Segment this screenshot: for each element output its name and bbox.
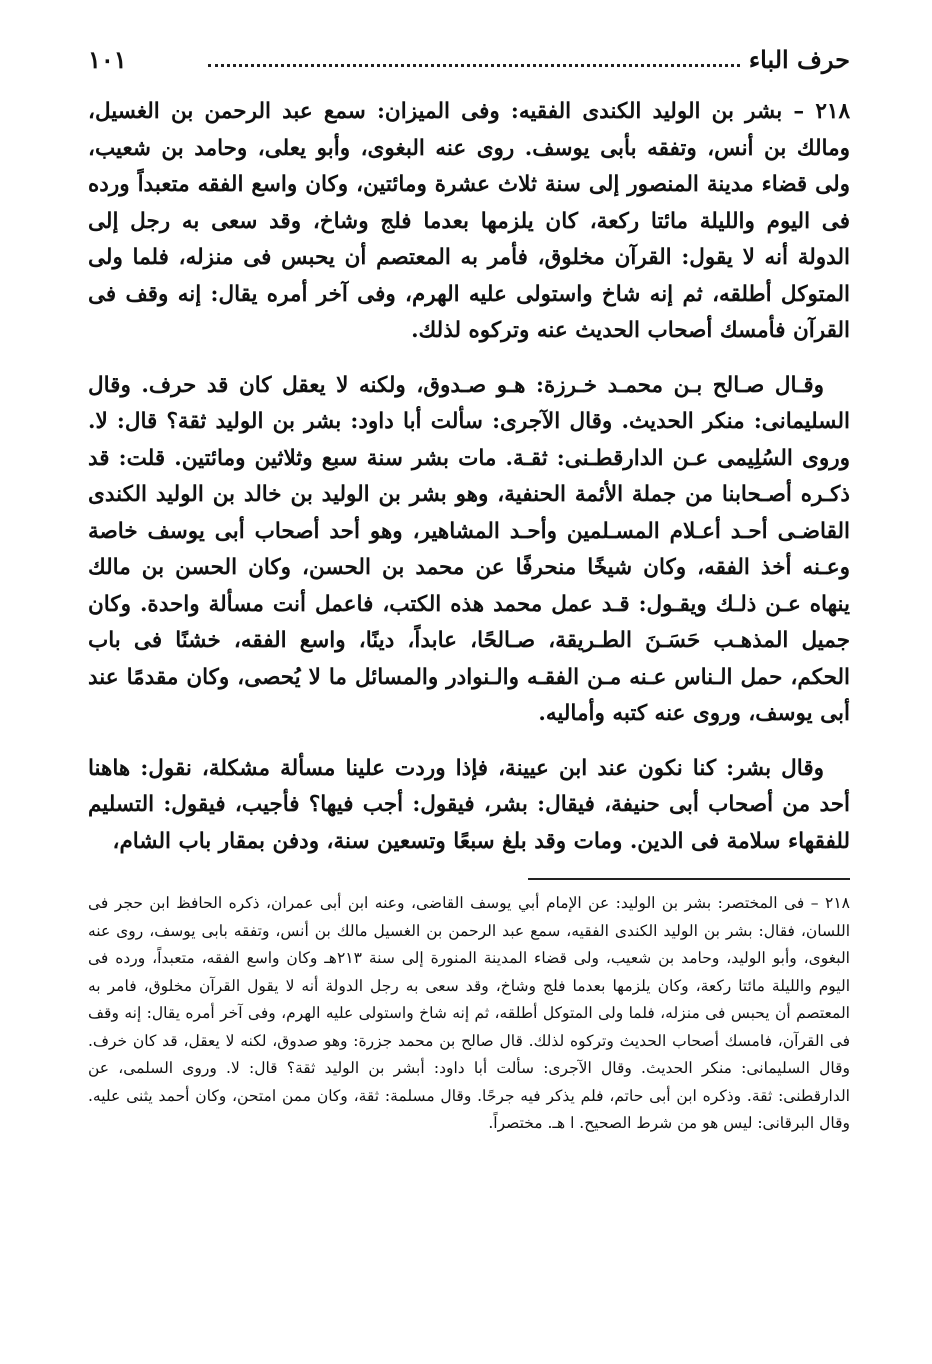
paragraph-entry-218: [88, 94, 850, 350]
entry-number: ٢١٨ –: [793, 99, 850, 124]
footnote-218: ٢١٨ – فى المختصر: بشر بن الوليد: عن الإمام أبي يوسف القاضى، وعنه ابن أبى عمران، ذكره الحافظ ابن حجر فى اللسان، فقال: بشر بن الوليد الكندى الفقيه، سمع عبد الرحمن بن الغسيل مالك بن أنس، وتفقه بابى يوسف، روى عنه البغوى، وأبو الوليد، وحامد بن شعيب، ولى قضاء المدينة المنورة إلى سنة ٢١٣هـ وكان واسع الفقه، متعبداً، ورده فى اليوم والليلة مائتا ركعة، وكان يلزمها بعدما فلج وشاخ، وقد سعى به رجل الدولة أنه لا يقول القرآن مخلوق، فامر به المعتصم أن يحبس فى منزله، فلما ولى المتوكل أطلقه، ثم إنه شاخ واستولى عليه الهرم، وفى آخر أمره يقال: إنه وقف فى القرآن، فامسك أصحاب الحديث وتركوه لذلك. قال صالح بن محمد جزرة: وهو صدوق، لكنه لا يعقل، قد كان خرف. وقال السليمانى: منكر الحديث. وقال الآجرى: سألت أبا داود: أبشر بن الوليد ثقة؟ قال: لا. وروى السلمى، عن الدارقطنى: ثقة. وذكره ابن أبى حاتم، فلم يذكر فيه جرحًا. وقال مسلمة: ثقة، وكان ممن امتحن، وكان أحمد يثنى عليه. وقال البرقانى: ليس هو من شرط الصحيح. ا هـ. مختصراً.: [88, 894, 850, 1132]
running-header: [88, 38, 850, 82]
chapter-title: حرف الباء: [748, 45, 850, 74]
paragraph-2: وقـال صـالح بـن محمـد خـرزة: هـو صـدوق، ولكنه لا يعقل كان قد حرف. وقال السليمانى: منكر الحديث. وقال الآجرى: سألت أبا داود: بشر بن الوليد ثقة؟ قال: لا. وروى السُلِيمى عـن الدارقطـنى: ثقـة. مات بشر سنة سبع وثلاثين ومائتين. قلت: قد ذكـره أصـحابنا من جملة الأئمة الحنفية، وهو بشر بن الوليد بن خالد بن الوليد الكندى القاضـى أحـد أعـلام المسـلمين وأحـد المشاهير، وهو أحد أصحاب أبى يوسف خاصة وعـنه أخذ الفقه، وكان شيخًا منحرفًا عن محمد بن الحسن، وكان الحسن بن مالك ينهاه عـن ذلـك ويقـول: قـد عمل محمد هذه الكتب، فاعمل أنت مسألة واحدة. وكان جميل المذهـب حَسَـنَ الطـريقة، صـالحًا، عابداً، دينًا، واسع الفقه، خشنًا فى باب الحكم، حمل الـناس عـنه مـن الفقـه والـنوادر والمسائل ما لا يُحصى، وكان مقدمًا عند أبى يوسف، وروى عنه كتبه وأماليه.: [88, 372, 850, 726]
header-dotted-leader: [208, 64, 740, 67]
main-text: [88, 94, 850, 860]
footnote-separator: [528, 878, 850, 880]
paragraph-1-text: بشر بن الوليد الكندى الفقيه: وفى الميزان: سمع عبد الرحمن بن الغسيل، ومالك بن أنس، وتفقه بأبى يوسف. روى عنه البغوى، وأبو يعلى، وحامد بن شعيب، ولى قضاء مدينة المنصور إلى سنة ثلاث عشرة ومائتين، وكان واسع الفقه متعبداً ورده فى اليوم والليلة مائتا ركعة، كان يلزمها بعدما فلج وشاخ، وقد سعى به رجل إلى الدولة أنه لا يقول: القرآن مخلوق، فأمر به المعتصم أن يحبس فى منزله، فلما ولى المتوكل أطلقه، ثم إنه شاخ واستولى عليه الهرم، وفى آخر أمره يقال: إنه وقف فى القرآن فأمسك أصحاب الحديث عنه وتركوه لذلك.: [88, 99, 850, 343]
paragraph-3: وقال بشر: كنا نكون عند ابن عيينة، فإذا وردت علينا مسألة مشكلة، نقول: هاهنا أحد من أصحاب أبى حنيفة، فيقال: بشر، فيقول: أجب فيها؟ فأجيب، فيقول: التسليم للفقهاء سلامة فى الدين. ومات وقد بلغ سبعًا وتسعين سنة، ودفن بمقار باب الشام،: [88, 755, 850, 854]
page-number: ١٠١: [88, 45, 127, 74]
book-page: [88, 38, 850, 1338]
